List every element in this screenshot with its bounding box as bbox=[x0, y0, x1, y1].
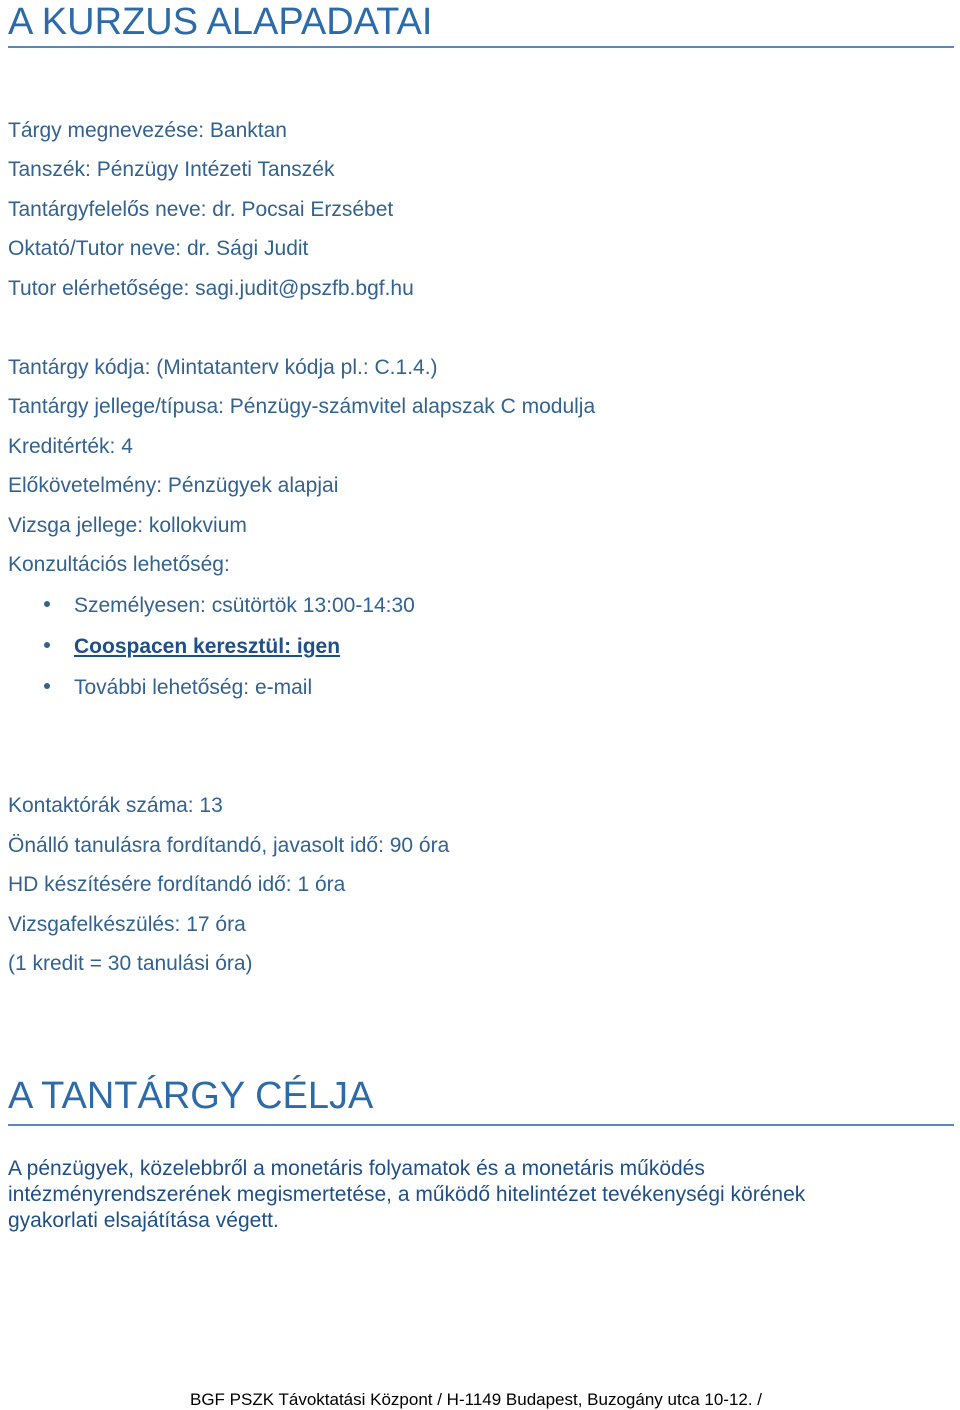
course-code: Tantárgy kódja: (Mintatanterv kódja pl.: C.1.4.) bbox=[8, 356, 438, 379]
exam-prep-time: Vizsgafelkészülés: 17 óra bbox=[8, 913, 246, 936]
contact-hours: Kontaktórák száma: 13 bbox=[8, 794, 223, 817]
course-goal-description bbox=[8, 1156, 948, 1234]
department: Tanszék: Pénzügy Intézeti Tanszék bbox=[8, 158, 335, 181]
tutor-contact: Tutor elérhetősége: sagi.judit@pszfb.bgf.hu bbox=[8, 277, 414, 300]
bullet-icon bbox=[44, 683, 50, 689]
credit-value: Kreditérték: 4 bbox=[8, 435, 133, 458]
consultation-option-coospace bbox=[44, 634, 340, 660]
description-line: gyakorlati elsajátítása végett. bbox=[8, 1209, 279, 1232]
subject-name: Tárgy megnevezése: Banktan bbox=[8, 119, 287, 142]
description-line: A pénzügyek, közelebbről a monetáris folyamatok és a monetáris működés bbox=[8, 1157, 705, 1180]
bullet-icon bbox=[44, 601, 50, 607]
prerequisite: Előkövetelmény: Pénzügyek alapjai bbox=[8, 474, 339, 497]
consultation-option-email bbox=[44, 675, 312, 701]
heading-divider bbox=[8, 1124, 954, 1126]
heading-divider bbox=[8, 46, 954, 48]
description-line: intézményrendszerének megismertetése, a működő hitelintézet tevékenységi körének bbox=[8, 1183, 806, 1206]
coospace-link[interactable]: Coospacen keresztül: igen bbox=[74, 635, 341, 658]
consultation-label: Konzultációs lehetőség: bbox=[8, 553, 230, 576]
responsible-person: Tantárgyfelelős neve: dr. Pocsai Erzsébet bbox=[8, 198, 394, 221]
consultation-option-text: Személyesen: csütörtök 13:00-14:30 bbox=[74, 594, 415, 617]
bullet-icon bbox=[44, 642, 50, 648]
page-footer: BGF PSZK Távoktatási Központ / H-1149 Budapest, Buzogány utca 10-12. / bbox=[190, 1390, 763, 1409]
consultation-option-in-person bbox=[44, 593, 415, 619]
course-basics-heading: A KURZUS ALAPADATAI bbox=[8, 1, 433, 43]
consultation-option-text: További lehetőség: e-mail bbox=[74, 676, 313, 699]
self-study-time: Önálló tanulásra fordítandó, javasolt idő: 90 óra bbox=[8, 834, 450, 857]
tutor-name: Oktató/Tutor neve: dr. Sági Judit bbox=[8, 237, 309, 260]
exam-type: Vizsga jellege: kollokvium bbox=[8, 514, 247, 537]
course-goal-heading: A TANTÁRGY CÉLJA bbox=[8, 1075, 374, 1117]
credit-note: (1 kredit = 30 tanulási óra) bbox=[8, 952, 253, 975]
homework-time: HD készítésére fordítandó idő: 1 óra bbox=[8, 873, 346, 896]
course-type: Tantárgy jellege/típusa: Pénzügy-számvitel alapszak C modulja bbox=[8, 395, 596, 418]
